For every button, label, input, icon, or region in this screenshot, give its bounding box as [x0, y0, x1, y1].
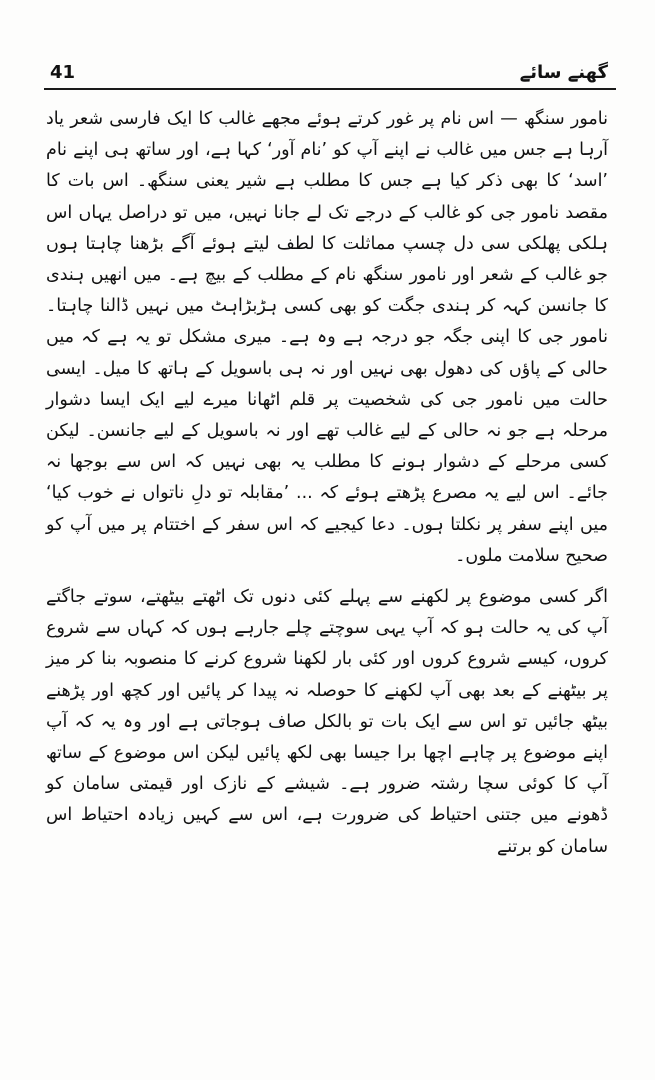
body-text	[46, 104, 608, 863]
running-title: گھنے سائے	[519, 62, 608, 83]
page-number: 41	[50, 62, 76, 83]
page-header	[44, 60, 616, 88]
header-rule	[44, 88, 616, 90]
paragraph-1: نامور سنگھ — اس نام پر غور کرتے ہوئے مجھے غالب کا ایک فارسی شعر یاد آرہا ہے جس میں غالب نے اپنے آپ کو ’نام آور‘ کہا ہے، اور ساتھ ہی اپنے نام ’اسد‘ کا بھی ذکر کیا ہے جس کا مطلب ہے شیر یعنی سنگھ۔ اس بات کا مقصد نامور جی کو غالب کے درجے تک لے جانا نہیں، میں تو دراصل یہاں اس ہلکی پھلکی سی دل چسپ مماثلت کا لطف لیتے ہوئے آگے بڑھنا چاہتا ہوں جو غالب کے شعر اور نامور سنگھ نام کے مطلب کے بیچ ہے۔ میں انھیں ہندی کا جانسن کہہ کر ہندی جگت کو بھی کسی ہڑبڑاہٹ میں نہیں ڈالنا چاہتا۔ نامور جی کا اپنی جگہ جو درجہ ہے وہ ہے۔ میری مشکل تو یہ ہے کہ میں حالی کے پاؤں کی دھول بھی نہیں اور نہ ہی باسویل کے ہاتھ کا میل۔ ایسی حالت میں نامور جی کی شخصیت پر قلم اٹھانا میرے لیے ایک ایسا دشوار مرحلہ ہے جو نہ حالی کے لیے غالب تھے اور نہ باسویل کے لیے جانسن۔ لیکن کسی مرحلے کے دشوار ہونے کا مطلب یہ بھی نہیں کہ اس سے بوجھا نہ جائے۔ اس لیے یہ مصرع پڑھتے ہوئے کہ ... ’مقابلہ تو دلِ ناتواں نے خوب کیا‘ میں اپنے سفر پر نکلتا ہوں۔ دعا کیجیے کہ اس سفر کے اختتام پر میں آپ کو صحیح سلامت ملوں۔	[46, 109, 608, 566]
paragraph-2: اگر کسی موضوع پر لکھنے سے پہلے کئی دنوں تک اٹھتے بیٹھتے، سوتے جاگتے آپ کی یہ حالت ہو کہ آپ یہی سوچتے چلے جارہے ہوں کہ کہاں سے شروع کروں، کیسے شروع کروں اور کئی بار لکھنا شروع کرنے کا منصوبہ بنا کر میز پر بیٹھنے کے بعد بھی آپ لکھنے کا حوصلہ نہ پیدا کر پائیں اور کچھ اور پڑھنے بیٹھ جائیں تو اس سے ایک بات تو بالکل صاف ہوجاتی ہے اور وہ یہ کہ آپ اپنے موضوع پر چاہے اچھا برا جیسا بھی لکھ پائیں لیکن اس موضوع کے ساتھ آپ کا کوئی سچا رشتہ ضرور ہے۔ شیشے کے نازک اور قیمتی سامان کو ڈھونے میں جتنی احتیاط کی ضرورت ہے، اس سے کہیں زیادہ احتیاط اس سامان کو برتنے	[46, 587, 608, 857]
